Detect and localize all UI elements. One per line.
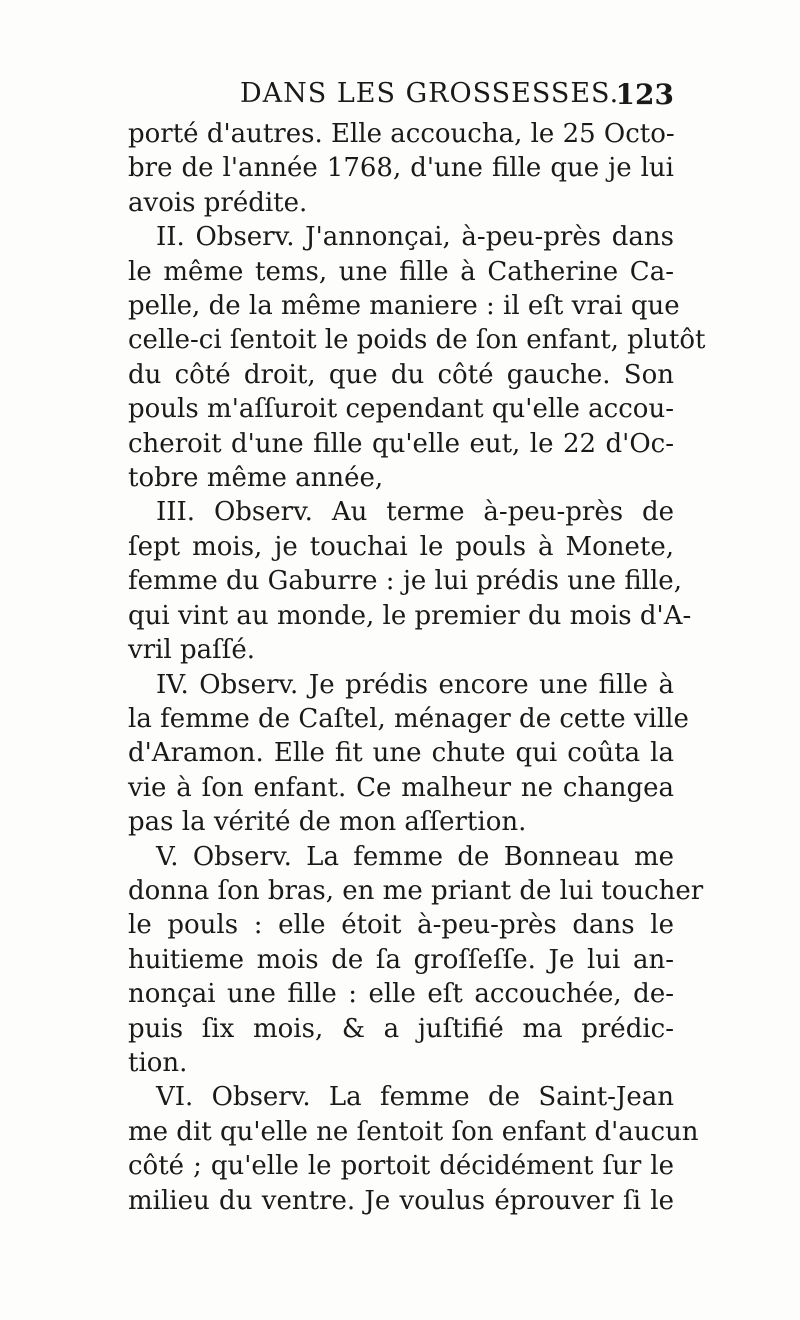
text-line: bre de l'année 1768, d'une fille que je lui — [128, 153, 674, 184]
text-line: avois prédite. — [128, 187, 308, 218]
text-line: tobre même année, — [128, 463, 384, 494]
text-line: me dit qu'elle ne ſentoit ſon enfant d'aucun — [128, 1116, 699, 1147]
text-line: la femme de Caſtel, ménager de cette ville — [128, 703, 689, 734]
text-line: puis ſix mois, & a juſtifié ma prédic- — [128, 1013, 674, 1044]
text-line: qui vint au monde, le premier du mois d'A- — [128, 600, 692, 631]
text-line: du côté droit, que du côté gauche. Son — [128, 359, 674, 390]
text-line: vie à ſon enfant. Ce malheur ne changea — [128, 772, 674, 803]
text-line: vril paſſé. — [128, 635, 256, 666]
body-text — [128, 117, 706, 1218]
text-line: huitieme mois de ſa groſſeſſe. Je lui an- — [128, 944, 674, 975]
text-line: III. Observ. Au terme à-peu-près de — [156, 497, 674, 528]
text-line: nonçai une fille : elle eſt accouchée, de- — [128, 979, 674, 1010]
text-line: pouls m'aſſuroit cependant qu'elle accou- — [128, 394, 674, 425]
text-line: d'Aramon. Elle fit une chute qui coûta la — [128, 738, 674, 769]
text-line: pelle, de la même maniere : il eſt vrai que — [128, 291, 680, 322]
text-line: II. Observ. J'annonçai, à-peu-près dans — [156, 222, 674, 253]
running-title: DANS LES GROSSESSES. — [240, 78, 620, 109]
text-line: VI. Observ. La femme de Saint-Jean — [156, 1082, 674, 1113]
text-line: ſept mois, je touchai le pouls à Monete, — [128, 531, 674, 562]
text-line: V. Observ. La femme de Bonneau me — [156, 841, 674, 872]
text-line: femme du Gaburre : je lui prédis une fille, — [128, 566, 682, 597]
text-line: IV. Observ. Je prédis encore une fille à — [156, 669, 674, 700]
text-line: porté d'autres. Elle accoucha, le 25 Octo- — [128, 119, 675, 149]
page-header — [128, 74, 674, 116]
text-line: celle-ci ſentoit le poids de ſon enfant, plutôt — [128, 325, 706, 356]
page-number: 123 — [615, 78, 674, 111]
text-line: tion. — [128, 1047, 188, 1078]
text-line: côté ; qu'elle le portoit décidément ſur le — [128, 1151, 674, 1182]
text-line: cheroit d'une fille qu'elle eut, le 22 d'Oc- — [128, 428, 674, 459]
text-line: le pouls : elle étoit à-peu-près dans le — [128, 910, 674, 941]
text-line: milieu du ventre. Je voulus éprouver ſi le — [128, 1185, 674, 1216]
text-line: pas la vérité de mon aſſertion. — [128, 807, 527, 838]
text-line: donna ſon bras, en me priant de lui toucher — [128, 875, 704, 906]
text-line: le même tems, une fille à Catherine Ca- — [128, 256, 674, 287]
